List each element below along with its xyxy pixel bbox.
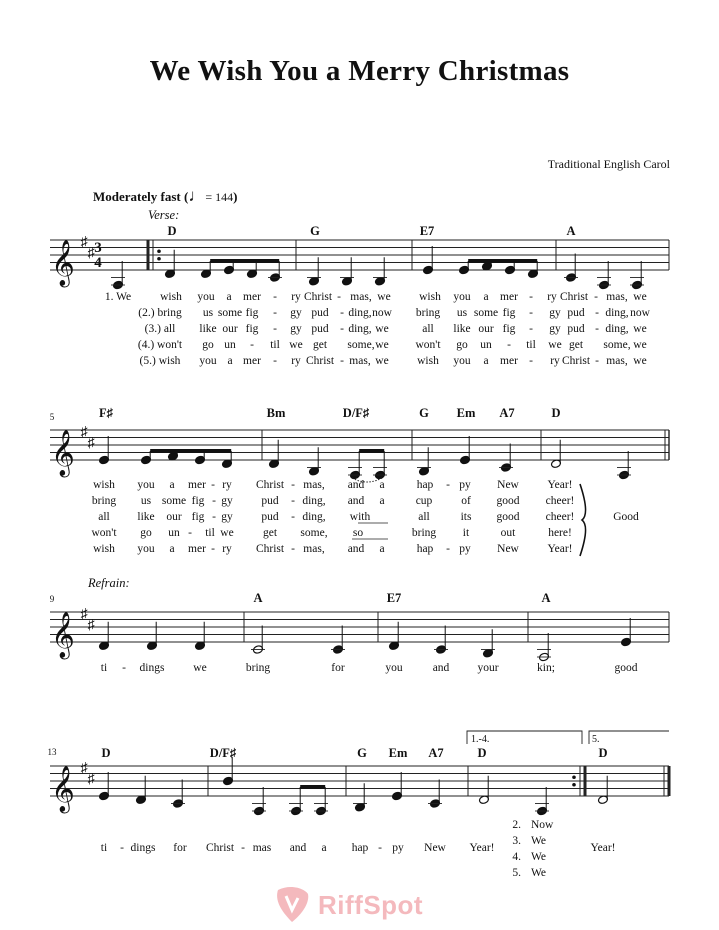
s1-chord: D — [167, 224, 177, 238]
treble-clef-icon: 𝄞 — [51, 766, 75, 811]
verse-lyric: and — [347, 543, 365, 555]
verse-lyric: gy — [549, 307, 561, 319]
treble-clef-icon: 𝄞 — [51, 430, 75, 475]
verse-lyric: - — [273, 307, 277, 319]
verse-lyric: - — [250, 339, 254, 351]
verse-lyric: - — [291, 511, 295, 523]
verse-lyric: wish — [93, 543, 115, 555]
verse-lyric: cheer! — [545, 495, 575, 507]
verse-lyric: py — [459, 479, 471, 491]
verse-lyric: ding, — [348, 323, 372, 335]
s4-chord: D — [101, 746, 111, 760]
verse-lyric: fig — [245, 307, 259, 319]
verse-lyric: ry — [222, 479, 232, 491]
verse-lyric: you — [453, 355, 471, 367]
verse-lyric: now — [372, 307, 392, 319]
verse-lyric: fig — [191, 495, 205, 507]
measure-number: 13 — [47, 747, 57, 757]
verse-lyric: we — [289, 339, 303, 351]
verse-lyric: hap — [416, 543, 434, 555]
verse-lyric: Year! — [547, 543, 573, 555]
verse-lyric: mas, — [606, 291, 628, 303]
verse-lyric: us — [202, 307, 214, 319]
verse-lyric: and — [347, 479, 365, 491]
s2-chord: D/F♯ — [342, 406, 370, 420]
verse-lyric: go — [456, 339, 468, 351]
verse-lyric: Christ — [303, 291, 333, 303]
verse-lyric: gy — [290, 307, 302, 319]
s4-chord: D/F♯ — [209, 746, 237, 760]
verse-lyric: (4.) won't — [137, 339, 183, 351]
verse-lyric: til — [270, 339, 280, 351]
repeat-dot — [572, 775, 576, 779]
s1-chord: G — [310, 224, 320, 238]
verse-lyric: some, — [300, 527, 328, 539]
verse-lyric: - — [340, 355, 344, 367]
verse-lyric: pud — [567, 307, 585, 319]
verse-lyric: fig — [502, 307, 516, 319]
verse-lyric: good — [496, 511, 520, 523]
verse-lyric: - — [212, 511, 216, 523]
verse-lyric: pud — [261, 495, 279, 507]
sharp-icon: ♯ — [87, 436, 95, 451]
verse-lyric: we — [633, 291, 647, 303]
verse-lyric: us — [140, 495, 152, 507]
verse-lyric: - — [529, 323, 533, 335]
s4-chord: D — [598, 746, 608, 760]
verse-lyric: mer — [500, 291, 518, 303]
s4-chord: D — [477, 746, 487, 760]
verse-lyric: we — [375, 355, 389, 367]
verse-lyric: pud — [567, 323, 585, 335]
verse-lyric: a — [379, 495, 385, 507]
verse-lyric: un — [480, 339, 492, 351]
verse-lyric: like — [137, 511, 155, 523]
refrain-lyric: kin; — [537, 662, 555, 674]
refrain-lyric: - — [120, 842, 124, 854]
song-title: We Wish You a Merry Christmas — [149, 55, 570, 87]
verse-lyric: - — [337, 291, 341, 303]
sharp-icon: ♯ — [87, 618, 95, 633]
verse-lyric: with — [349, 511, 371, 523]
ending-lyric: We — [531, 867, 547, 879]
verse-lyric: gy — [221, 495, 233, 507]
refrain-lyric: a — [321, 842, 327, 854]
verse-lyric: Christ — [255, 543, 285, 555]
s3-chord: E7 — [386, 591, 402, 605]
s2-chord: Bm — [266, 406, 286, 420]
ending-number: 2. — [512, 819, 521, 831]
verse-lyric: - — [188, 527, 192, 539]
verse-lyric: - — [340, 307, 344, 319]
tempo-marking: Moderately fast (♩= 144) — [93, 186, 238, 205]
verse-lyric: all — [98, 511, 110, 523]
verse-lyric: you — [137, 543, 155, 555]
verse-lyric: all — [422, 323, 434, 335]
verse-lyric: Christ — [561, 355, 591, 367]
verse-lyric: cup — [415, 495, 433, 507]
verse-lyric: - — [529, 307, 533, 319]
verse-lyric: some — [217, 307, 243, 319]
refrain-lyric: dings — [130, 842, 156, 854]
verse-lyric: our — [222, 323, 238, 335]
s2-chord: F♯ — [99, 406, 113, 420]
refrain-lyric: ti — [100, 842, 108, 854]
sharp-icon: ♯ — [80, 761, 88, 776]
verse-lyric: Good — [613, 511, 639, 523]
refrain-lyric: Year! — [469, 842, 495, 854]
verse-lyric: a — [379, 543, 385, 555]
verse-lyric: a — [227, 355, 233, 367]
verse-lyric: a — [379, 479, 385, 491]
volta-label-first: 1.-4. — [471, 734, 490, 745]
verse-lyric: we — [633, 323, 647, 335]
verse-lyric: - — [273, 323, 277, 335]
verse-lyric: til — [526, 339, 536, 351]
verse-lyric: ding, — [605, 307, 629, 319]
verse-lyric: mas, — [303, 479, 325, 491]
verse-lyric: like — [453, 323, 471, 335]
verse-lyric: ry — [291, 291, 301, 303]
verse-lyric: - — [273, 355, 277, 367]
verse-lyric: we — [377, 291, 391, 303]
refrain-lyric: you — [385, 662, 403, 674]
s4-chord: Em — [388, 746, 408, 760]
verse-lyric: un — [168, 527, 180, 539]
s3-chord: A — [541, 591, 551, 605]
refrain-lyric: - — [241, 842, 245, 854]
volta-label-second: 5. — [592, 734, 600, 745]
verse-lyric: won't — [415, 339, 441, 351]
verse-label: Verse: — [148, 208, 180, 222]
verse-lyric: mas, — [606, 355, 628, 367]
verse-lyric: 1. We — [104, 291, 132, 303]
verse-lyric: - — [507, 339, 511, 351]
treble-clef-icon: 𝄞 — [51, 240, 75, 285]
verse-lyric: til — [205, 527, 215, 539]
guitar-pick-icon — [272, 884, 312, 924]
verse-lyric: - — [211, 479, 215, 491]
s2-chord: G — [419, 406, 429, 420]
verse-lyric: New — [497, 543, 519, 555]
verse-lyric: Christ — [559, 291, 589, 303]
verse-lyric: our — [478, 323, 494, 335]
verse-lyric: gy — [549, 323, 561, 335]
verse-lyric: we — [548, 339, 562, 351]
verse-lyric: won't — [91, 527, 117, 539]
verse-lyric: so — [352, 527, 364, 539]
verse-lyric: mer — [500, 355, 518, 367]
verse-lyric: we — [633, 339, 647, 351]
watermark-text: RiffSpot — [318, 890, 424, 920]
verse-lyric: - — [529, 291, 533, 303]
verse-lyric: its — [460, 511, 472, 523]
verse-lyric: we — [375, 323, 389, 335]
verse-lyric: (5.) wish — [139, 355, 181, 367]
riffspot-watermark — [272, 884, 452, 928]
refrain-lyric: - — [378, 842, 382, 854]
verse-lyric: mas, — [349, 355, 371, 367]
tempo-label: Moderately fast — [93, 189, 181, 204]
sharp-icon: ♯ — [80, 425, 88, 440]
verse-lyric: ry — [550, 355, 560, 367]
refrain-lyric: good — [614, 662, 638, 674]
refrain-lyric: New — [424, 842, 446, 854]
verse-lyric: here! — [548, 527, 572, 539]
ending-number: 3. — [512, 835, 521, 847]
repeat-dot — [157, 257, 161, 261]
verse-lyric: - — [595, 323, 599, 335]
refrain-lyric: Christ — [205, 842, 235, 854]
verse-lyric: - — [446, 479, 450, 491]
refrain-lyric: your — [477, 662, 499, 674]
verse-lyric: (3.) all — [144, 323, 176, 335]
verse-lyric: - — [446, 543, 450, 555]
s1-chord: E7 — [419, 224, 435, 238]
quarter-note-icon: ♩ — [188, 186, 206, 205]
verse-lyric: - — [291, 479, 295, 491]
composer-credit: Traditional English Carol — [547, 157, 670, 171]
verse-lyric: Year! — [547, 479, 573, 491]
sharp-icon: ♯ — [80, 607, 88, 622]
repeat-dot — [157, 249, 161, 253]
ending-lyric: We — [531, 835, 547, 847]
refrain-lyric: - — [122, 662, 126, 674]
verse-lyric: a — [226, 291, 232, 303]
verse-lyric: now — [630, 307, 650, 319]
verse-lyric: bring — [91, 495, 117, 507]
verse-lyric: get — [568, 339, 584, 351]
verse-lyric: - — [212, 495, 216, 507]
verse-lyric: good — [496, 495, 520, 507]
verse-lyric: we — [375, 339, 389, 351]
verse-lyric: ding, — [302, 511, 326, 523]
verse-lyric: pud — [261, 511, 279, 523]
verse-lyric: Christ — [255, 479, 285, 491]
verse-lyric: wish — [417, 355, 439, 367]
verse-lyric: ry — [291, 355, 301, 367]
verse-lyric: ding, — [605, 323, 629, 335]
sharp-icon: ♯ — [87, 772, 95, 787]
verse-lyric: gy — [221, 511, 233, 523]
verse-lyric: you — [453, 291, 471, 303]
verse-lyric: gy — [290, 323, 302, 335]
verse-lyric: - — [211, 543, 215, 555]
refrain-lyric: for — [173, 842, 187, 854]
time-signature-bottom: 4 — [94, 255, 102, 271]
verse-lyric: wish — [160, 291, 182, 303]
verse-lyric: hap — [416, 479, 434, 491]
refrain-lyric: and — [289, 842, 307, 854]
verse-lyric: a — [483, 291, 489, 303]
refrain-lyric: and — [432, 662, 450, 674]
verse-lyric: (2.) bring — [138, 307, 182, 319]
repeat-dot — [572, 783, 576, 787]
verse-lyric: wish — [419, 291, 441, 303]
verse-lyric: - — [529, 355, 533, 367]
verse-lyric: go — [140, 527, 152, 539]
verse-lyric: - — [595, 307, 599, 319]
verse-lyric: you — [197, 291, 215, 303]
treble-clef-icon: 𝄞 — [51, 612, 75, 657]
verse-lyric: bring — [411, 527, 437, 539]
verse-lyric: and — [347, 495, 365, 507]
verse-lyric: go — [202, 339, 214, 351]
tempo-bpm: = 144 — [205, 190, 234, 204]
verse-lyric: mas, — [350, 291, 372, 303]
refrain-lyric: dings — [139, 662, 165, 674]
refrain-lyric: we — [193, 662, 207, 674]
verse-lyric: of — [461, 495, 471, 507]
lyric-brace — [580, 484, 586, 556]
verse-lyric: - — [291, 495, 295, 507]
verse-lyric: New — [497, 479, 519, 491]
verse-lyric: ry — [222, 543, 232, 555]
verse-lyric: some — [473, 307, 499, 319]
verse-lyric: a — [483, 355, 489, 367]
verse-lyric: you — [199, 355, 217, 367]
refrain-lyric: ti — [100, 662, 108, 674]
verse-lyric: fig — [245, 323, 259, 335]
verse-lyric: some — [161, 495, 187, 507]
volta-bracket — [589, 731, 669, 744]
verse-lyric: - — [594, 291, 598, 303]
verse-lyric: we — [633, 355, 647, 367]
ending-lyric: Now — [531, 819, 554, 831]
sharp-icon: ♯ — [87, 246, 95, 261]
verse-lyric: bring — [415, 307, 441, 319]
verse-lyric: you — [137, 479, 155, 491]
ending-number: 4. — [512, 851, 521, 863]
s4-chord: G — [357, 746, 367, 760]
verse-lyric: ding, — [348, 307, 372, 319]
verse-lyric: cheer! — [545, 511, 575, 523]
verse-lyric: our — [166, 511, 182, 523]
verse-lyric: mer — [243, 355, 261, 367]
verse-lyric: some, — [347, 339, 375, 351]
verse-lyric: - — [291, 543, 295, 555]
s4-chord: A7 — [428, 746, 444, 760]
verse-lyric: us — [456, 307, 468, 319]
verse-lyric: some, — [603, 339, 631, 351]
s3-chord: A — [253, 591, 263, 605]
verse-lyric: mer — [188, 543, 206, 555]
refrain-label: Refrain: — [88, 576, 130, 590]
verse-lyric: fig — [502, 323, 516, 335]
verse-lyric: a — [169, 479, 175, 491]
verse-lyric: fig — [191, 511, 205, 523]
ending-lyric: We — [531, 851, 547, 863]
verse-lyric: we — [220, 527, 234, 539]
verse-lyric: a — [169, 543, 175, 555]
measure-number: 5 — [49, 412, 55, 422]
verse-lyric: wish — [93, 479, 115, 491]
refrain-lyric: for — [331, 662, 345, 674]
measure-number: 9 — [49, 594, 55, 604]
verse-lyric: py — [459, 543, 471, 555]
verse-lyric: pud — [311, 307, 329, 319]
verse-lyric: out — [500, 527, 516, 539]
refrain-lyric: bring — [245, 662, 271, 674]
verse-lyric: - — [595, 355, 599, 367]
s2-chord: A7 — [499, 406, 515, 420]
verse-lyric: Christ — [305, 355, 335, 367]
verse-lyric: pud — [311, 323, 329, 335]
verse-lyric: mer — [243, 291, 261, 303]
verse-lyric: mas, — [303, 543, 325, 555]
time-signature-top: 3 — [94, 240, 102, 256]
verse-lyric: mer — [188, 479, 206, 491]
s2-chord: D — [551, 406, 561, 420]
verse-lyric: get — [312, 339, 328, 351]
refrain-lyric: hap — [351, 842, 369, 854]
verse-lyric: - — [273, 291, 277, 303]
ending-number: 5. — [512, 867, 521, 879]
refrain-lyric: py — [392, 842, 404, 854]
verse-lyric: all — [418, 511, 430, 523]
verse-lyric: like — [199, 323, 217, 335]
refrain-lyric: mas — [252, 842, 272, 854]
verse-lyric: un — [224, 339, 236, 351]
verse-lyric: ding, — [302, 495, 326, 507]
refrain-lyric: Year! — [590, 842, 616, 854]
verse-lyric: ry — [547, 291, 557, 303]
verse-lyric: it — [462, 527, 470, 539]
verse-lyric: - — [340, 323, 344, 335]
s2-chord: Em — [456, 406, 476, 420]
verse-lyric: get — [262, 527, 278, 539]
s1-chord: A — [566, 224, 576, 238]
sharp-icon: ♯ — [80, 235, 88, 250]
